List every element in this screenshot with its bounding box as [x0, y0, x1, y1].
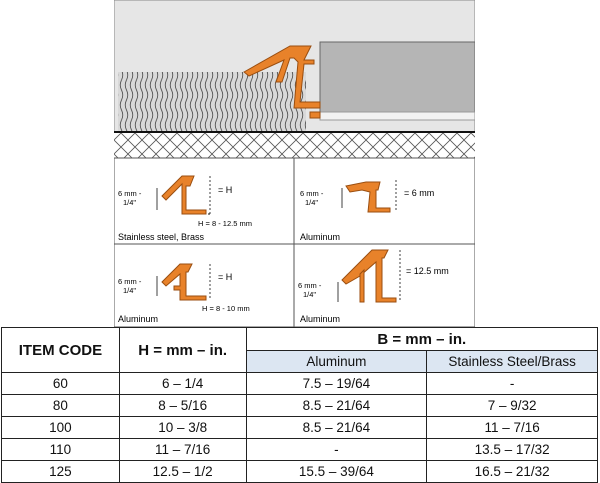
table-row [2, 373, 598, 395]
thickness-in: 1/4" [305, 198, 319, 207]
cell-steel: 11 – 7/16 [427, 417, 598, 439]
cell-code: 60 [2, 373, 120, 395]
cell-code: 110 [2, 439, 120, 461]
thickness-in: 1/4" [123, 286, 137, 295]
table-row [2, 417, 598, 439]
cell-aluminum: 7.5 – 19/64 [246, 373, 427, 395]
material-label: Aluminum [300, 314, 341, 324]
cell-steel: 13.5 – 17/32 [427, 439, 598, 461]
h-label: = 6 mm [404, 188, 435, 198]
h-range: H = 8 - 12.5 mm [198, 219, 252, 228]
cell-aluminum: 8.5 – 21/64 [246, 417, 427, 439]
subheader-steel: Stainless Steel/Brass [427, 351, 598, 373]
h-label: = H [218, 185, 233, 195]
table-row [2, 461, 598, 483]
cell-h: 10 – 3/8 [119, 417, 246, 439]
material-label: Aluminum [118, 314, 159, 324]
thickness-mm: 6 mm - [118, 189, 142, 198]
dimensions-table [1, 327, 598, 483]
cell-aluminum: 8.5 – 21/64 [246, 395, 427, 417]
material-label: Stainless steel, Brass [118, 232, 205, 242]
thickness-in: 1/4" [123, 198, 137, 207]
subfloor-hatch [114, 132, 475, 158]
cell-aluminum: - [246, 439, 427, 461]
table-row [2, 439, 598, 461]
cell-h: 11 – 7/16 [119, 439, 246, 461]
cell-code: 100 [2, 417, 120, 439]
h-range: H = 8 - 10 mm [202, 304, 250, 313]
cell-steel: - [427, 373, 598, 395]
thickness-mm: 6 mm - [298, 281, 322, 290]
table-row [2, 395, 598, 417]
tile [320, 42, 475, 112]
cell-aluminum: 15.5 – 39/64 [246, 461, 427, 483]
main-illustration [114, 0, 475, 158]
header-b: B = mm – in. [246, 328, 597, 351]
cell-h: 6 – 1/4 [119, 373, 246, 395]
cell-h: 12.5 – 1/2 [119, 461, 246, 483]
h-label: = 12.5 mm [406, 266, 449, 276]
h-label: = H [218, 272, 233, 282]
header-item-code: ITEM CODE [2, 328, 120, 373]
cell-steel: 16.5 – 21/32 [427, 461, 598, 483]
cell-h: 8 – 5/16 [119, 395, 246, 417]
profile-panels [114, 158, 475, 327]
header-h: H = mm – in. [119, 328, 246, 373]
material-label: Aluminum [300, 232, 341, 242]
cell-code: 80 [2, 395, 120, 417]
thickness-mm: 6 mm - [118, 277, 142, 286]
thickness-in: 1/4" [303, 290, 317, 299]
cell-code: 125 [2, 461, 120, 483]
installation-figure [114, 0, 475, 327]
thickness-mm: 6 mm - [300, 189, 324, 198]
subheader-aluminum: Aluminum [246, 351, 427, 373]
cell-steel: 7 – 9/32 [427, 395, 598, 417]
